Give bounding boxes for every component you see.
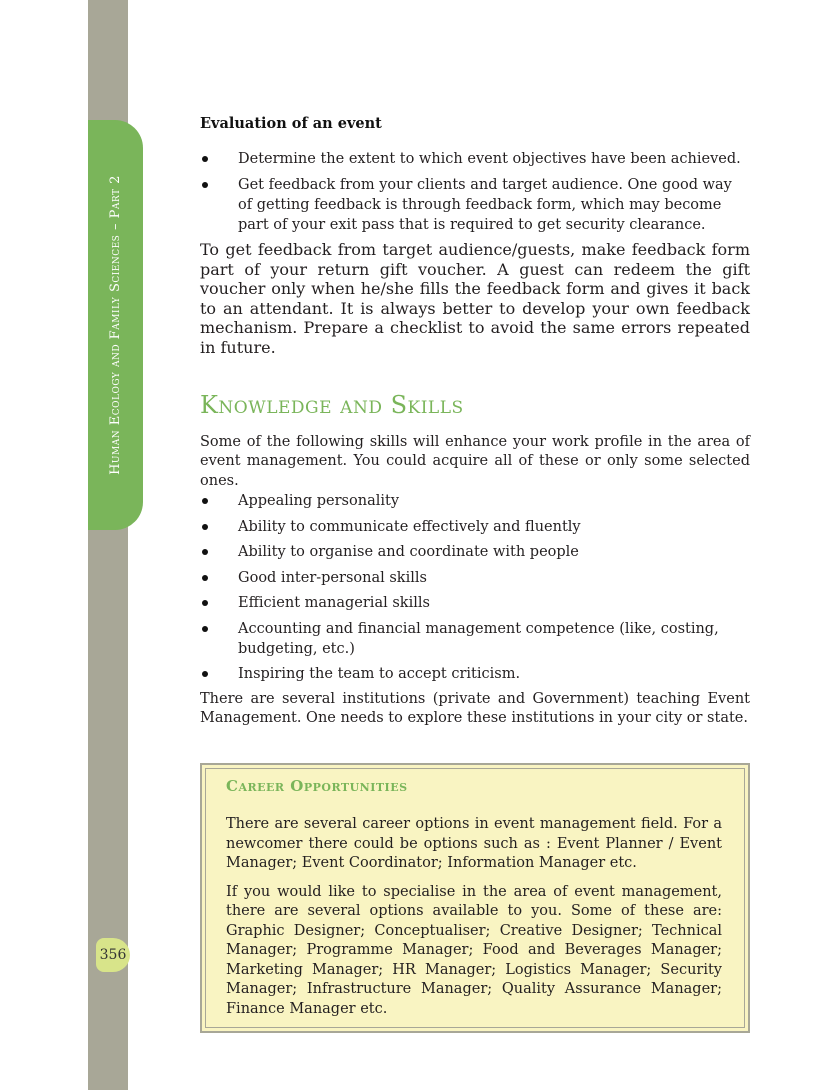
list-item: [200, 619, 750, 659]
list-item: [200, 568, 750, 588]
evaluation-list: [200, 149, 750, 235]
page-number: 356: [96, 938, 130, 972]
list-item-text: Inspiring the team to accept criticism.: [238, 666, 521, 683]
bullet-icon: [202, 498, 208, 504]
list-item-text: Ability to organise and coordinate with people: [238, 544, 579, 561]
list-item-text: Good inter-personal skills: [238, 569, 427, 586]
bullet-icon: [202, 156, 208, 162]
list-item-text: Appealing personality: [238, 493, 400, 510]
list-item-text: Ability to communicate effectively and fluently: [238, 518, 581, 535]
knowledge-outro: There are several institutions (private and Government) teaching Event Management. One needs to explore these institutions in your city or state.: [200, 690, 750, 727]
career-paragraph-1: There are several career options in event management field. For a newcomer there could be options such as : Event Planner / Event Manager; Event Coordinator; Information Manager etc.: [226, 816, 722, 871]
list-item-text: Efficient managerial skills: [238, 595, 430, 612]
list-item: [200, 175, 750, 235]
bullet-icon: [202, 524, 208, 530]
list-item: [200, 664, 750, 684]
list-item-text: Accounting and financial management competence (like, costing, budgeting, etc.): [238, 620, 719, 657]
career-opportunities-box: [200, 763, 750, 1033]
bullet-icon: [202, 626, 208, 632]
evaluation-heading: Evaluation of an event: [200, 115, 382, 132]
skills-list: [200, 491, 750, 684]
bullet-icon: [202, 549, 208, 555]
list-item: [200, 593, 750, 613]
list-item: [200, 517, 750, 537]
knowledge-intro: Some of the following skills will enhance your work profile in the area of event management. You could acquire all of these or only some selected ones.: [200, 433, 750, 489]
career-title: Career Opportunities: [226, 777, 408, 795]
career-paragraph-2: If you would like to specialise in the area of event management, there are several options available to you. Some of these are: Graphic Designer; Conceptualiser; Creative Designer; Technical Manager; Programme Manager; Food and Beverages Manager; Marketing Manager; HR Manager; Logistics Manager; Security Manager; Infrastructure Manager; Quality Assurance Manager; Finance Manager etc.: [226, 883, 722, 1017]
main-content: [200, 115, 750, 729]
running-title: Human Ecology and Family Sciences – Part 2: [108, 175, 123, 475]
evaluation-paragraph: To get feedback from target audience/guests, make feedback form part of your return gift voucher. A guest can redeem the gift voucher only when he/she fills the feedback form and gives it back to an attendant. It is always better to develop your own feedback mechanism. Prepare a checklist to avoid the same errors repeated in future.: [200, 240, 750, 357]
list-item-text: Get feedback from your clients and target audience. One good way of getting feedback is through feedback form, which may become part of your exit pass that is required to get security clearance.: [238, 176, 732, 233]
bullet-icon: [202, 600, 208, 606]
bullet-icon: [202, 182, 208, 188]
bullet-icon: [202, 575, 208, 581]
knowledge-heading: Knowledge and Skills: [200, 390, 464, 419]
list-item-text: Determine the extent to which event objectives have been achieved.: [238, 151, 741, 167]
list-item: [200, 542, 750, 562]
career-content: [226, 777, 722, 1019]
bullet-icon: [202, 671, 208, 677]
list-item: [200, 491, 750, 511]
list-item: [200, 149, 750, 169]
